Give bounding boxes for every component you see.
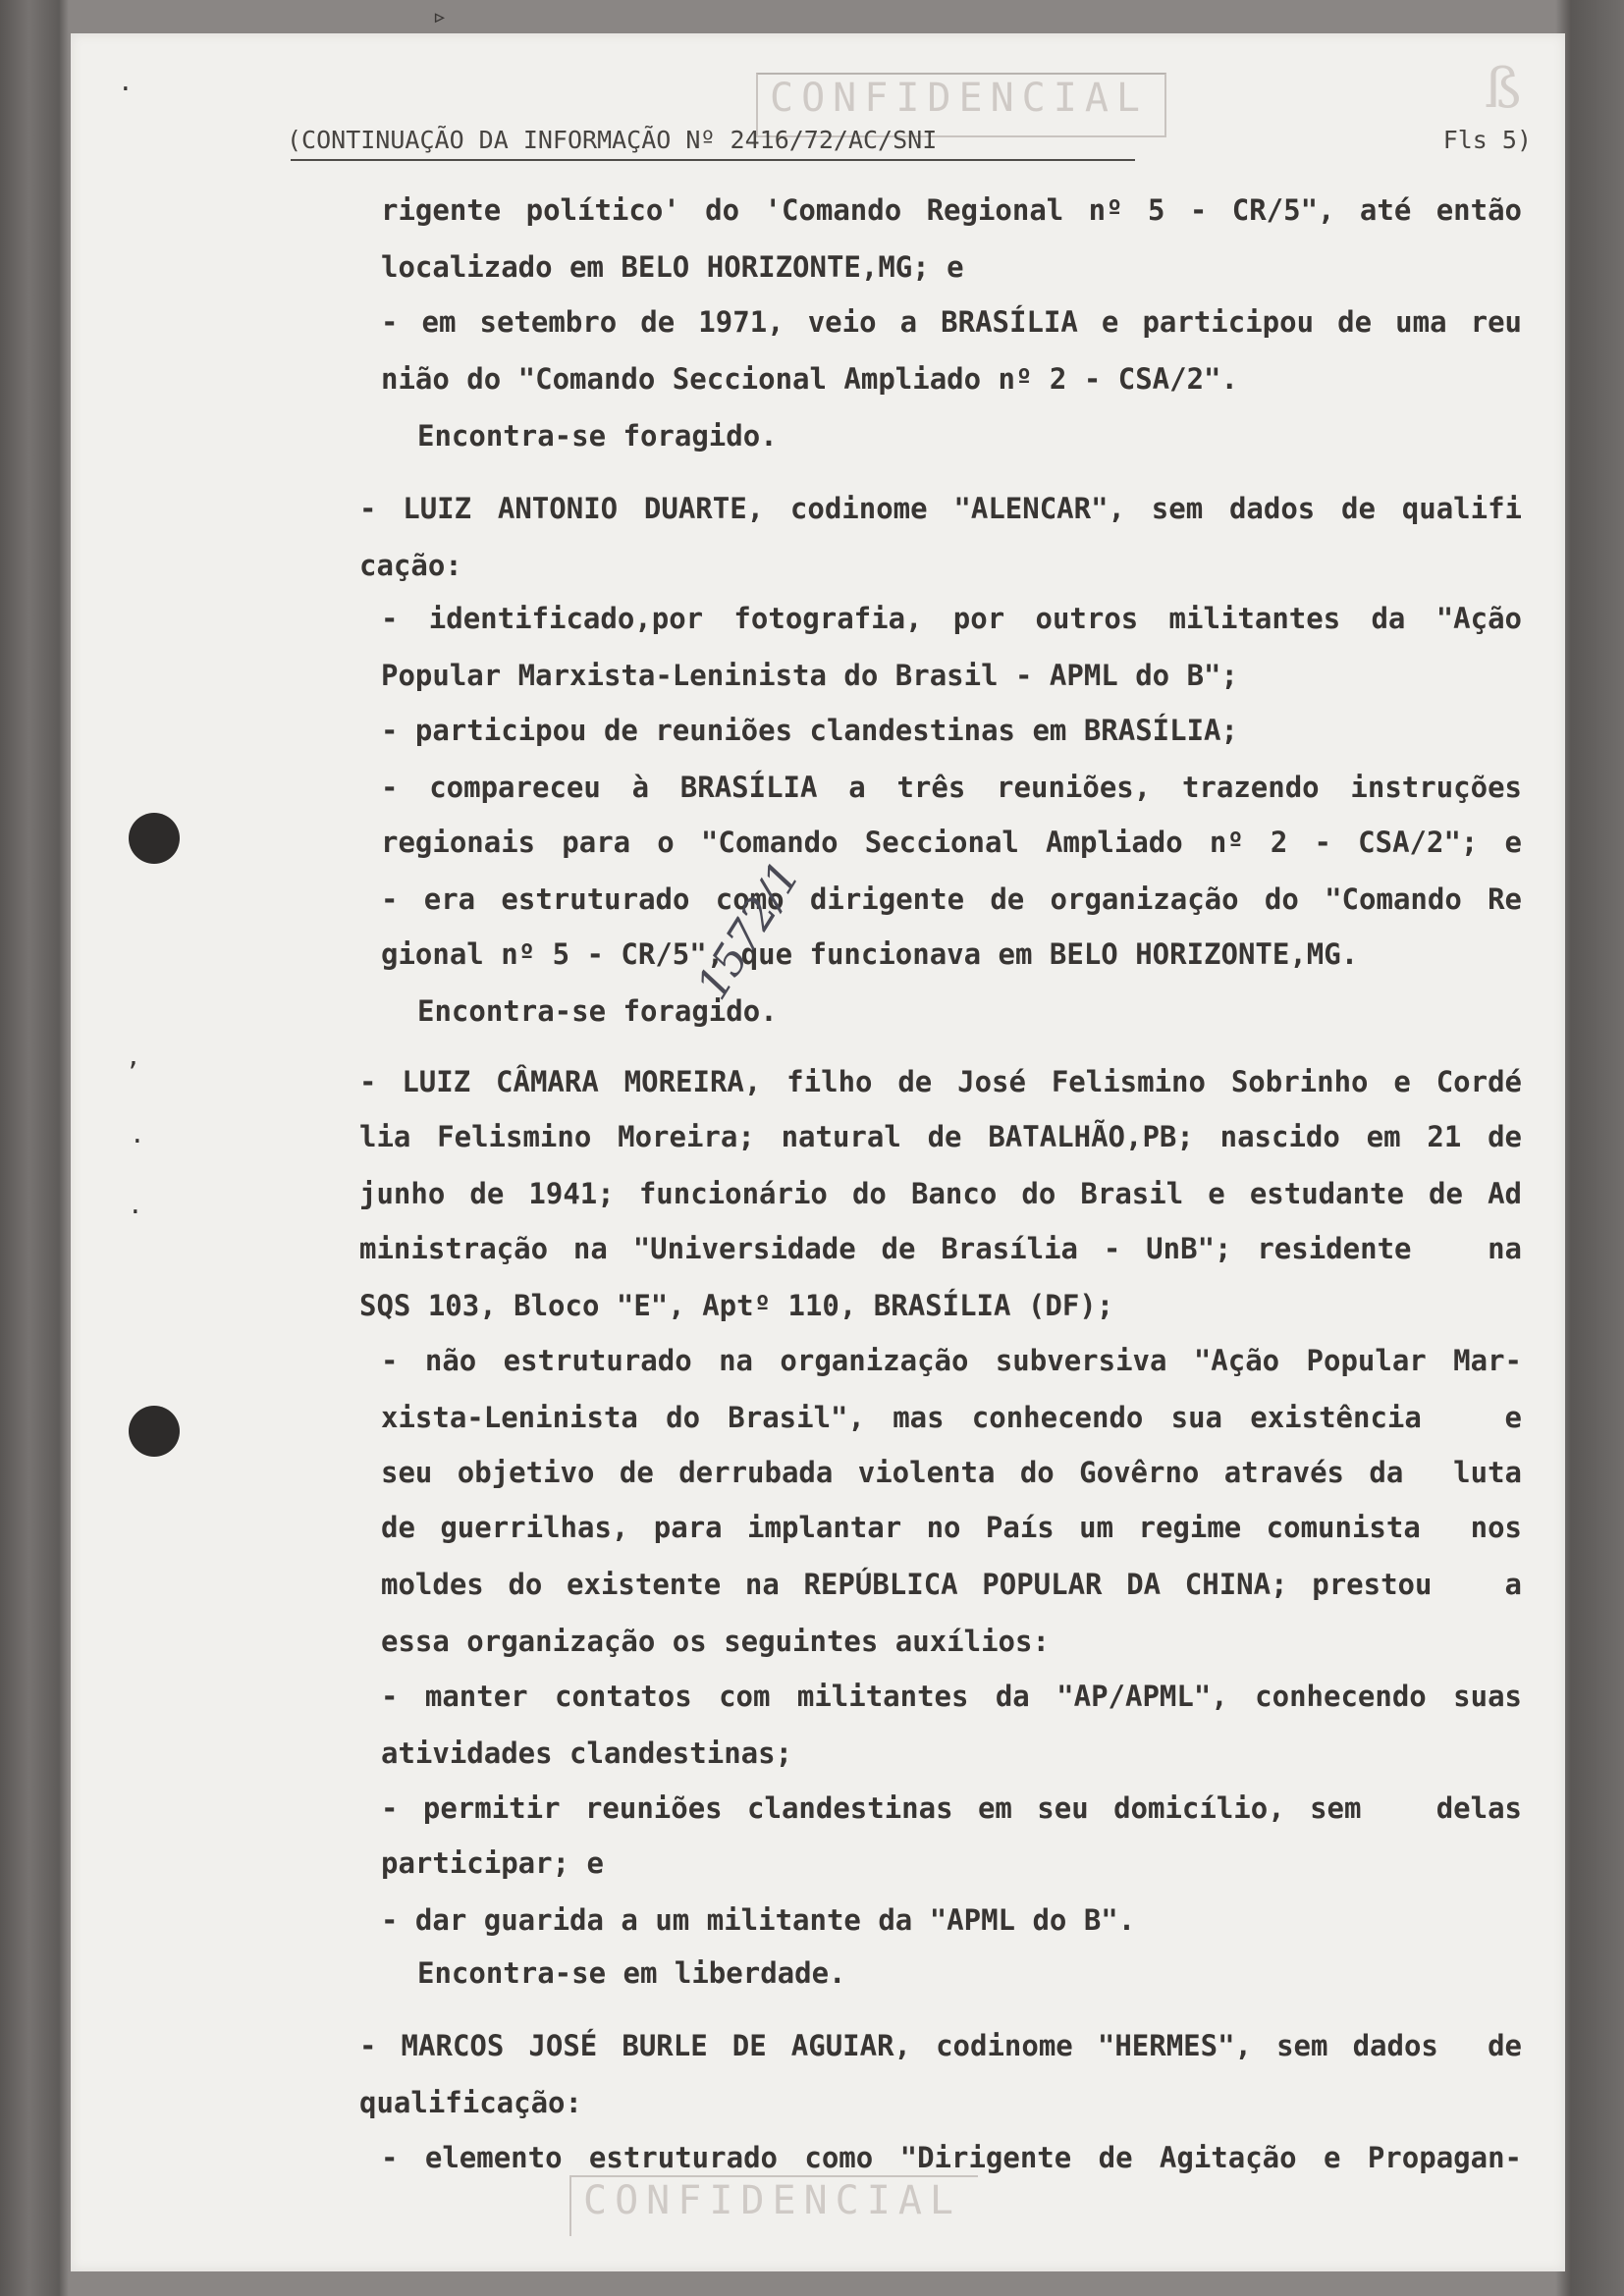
- text-line: participar; e: [381, 1846, 604, 1880]
- text-line: cação:: [359, 549, 462, 582]
- text-line: - dar guarida a um militante da "APML do B".: [381, 1903, 1136, 1937]
- scan-speck: ,: [126, 1042, 141, 1072]
- text-line: - era estruturado como dirigente de organização do "Comando Re: [381, 882, 1522, 916]
- text-line: lia Felismino Moreira; natural de BATALHÃO,PB; nascido em 21 de: [359, 1120, 1522, 1153]
- text-line: - manter contatos com militantes da "AP/APML", conhecendo suas: [381, 1680, 1522, 1713]
- text-line: - permitir reuniões clandestinas em seu domicílio, sem delas: [381, 1791, 1522, 1825]
- pencil-page-mark: ß: [1485, 57, 1522, 121]
- text-line: Encontra-se foragido.: [417, 994, 778, 1028]
- header-reference: (CONTINUAÇÃO DA INFORMAÇÃO Nº 2416/72/AC/SNI: [287, 126, 938, 154]
- confidential-stamp-top: CONFIDENCIAL: [756, 73, 1166, 137]
- text-line: xista-Leninista do Brasil", mas conhecendo sua existência e: [381, 1401, 1522, 1434]
- text-line: - MARCOS JOSÉ BURLE DE AGUIAR, codinome "HERMES", sem dados de: [359, 2029, 1522, 2062]
- header-underline: [291, 159, 1135, 161]
- document-header: [287, 120, 1532, 161]
- text-line: ministração na "Universidade de Brasília - UnB"; residente na: [359, 1232, 1522, 1265]
- text-line: - compareceu à BRASÍLIA a três reuniões, trazendo instruções: [381, 771, 1522, 804]
- text-line: - elemento estruturado como "Dirigente de Agitação e Propagan-: [381, 2141, 1522, 2174]
- text-line: qualificação:: [359, 2086, 582, 2119]
- scan-speck: ·: [128, 1198, 143, 1227]
- text-line: seu objetivo de derrubada violenta do Govêrno através da luta: [381, 1456, 1522, 1489]
- text-line: Popular Marxista-Leninista do Brasil - APML do B";: [381, 659, 1238, 692]
- text-line: junho de 1941; funcionário do Banco do Brasil e estudante de Ad: [359, 1177, 1522, 1210]
- text-line: nião do "Comando Seccional Ampliado nº 2 - CSA/2".: [381, 362, 1238, 396]
- text-line: moldes do existente na REPÚBLICA POPULAR DA CHINA; prestou a: [381, 1568, 1522, 1601]
- header-page-number: Fls 5): [1442, 126, 1532, 154]
- scan-speck: ·: [130, 1127, 145, 1156]
- text-line: regionais para o "Comando Seccional Ampliado nº 2 - CSA/2"; e: [381, 826, 1522, 859]
- text-line: - LUIZ CÂMARA MOREIRA, filho de José Felismino Sobrinho e Cordé: [359, 1065, 1522, 1098]
- text-line: - participou de reuniões clandestinas em BRASÍLIA;: [381, 714, 1238, 747]
- text-line: SQS 103, Bloco "E", Aptº 110, BRASÍLIA (DF);: [359, 1289, 1114, 1322]
- text-line: gional nº 5 - CR/5", que funcionava em BELO HORIZONTE,MG.: [381, 937, 1359, 971]
- text-line: Encontra-se em liberdade.: [417, 1956, 846, 1990]
- text-line: rigente político' do 'Comando Regional nº 5 - CR/5", até então: [381, 193, 1522, 227]
- handwritten-annotation: 1572/1: [687, 852, 811, 1009]
- text-line: essa organização os seguintes auxílios:: [381, 1625, 1050, 1658]
- scan-speck: ▹: [432, 2, 448, 31]
- text-line: localizado em BELO HORIZONTE,MG; e: [381, 250, 964, 284]
- text-line: - LUIZ ANTONIO DUARTE, codinome "ALENCAR", sem dados de qualifi: [359, 492, 1522, 525]
- text-line: - não estruturado na organização subversiva "Ação Popular Mar-: [381, 1344, 1522, 1377]
- text-line: Encontra-se foragido.: [417, 419, 778, 453]
- text-line: - identificado,por fotografia, por outros militantes da "Ação: [381, 602, 1522, 635]
- confidential-stamp-bottom: CONFIDENCIAL: [569, 2175, 978, 2236]
- text-line: atividades clandestinas;: [381, 1736, 793, 1770]
- text-line: de guerrilhas, para implantar no País um regime comunista nos: [381, 1511, 1522, 1544]
- text-line: - em setembro de 1971, veio a BRASÍLIA e participou de uma reu: [381, 305, 1522, 339]
- scan-speck: ·: [118, 75, 134, 104]
